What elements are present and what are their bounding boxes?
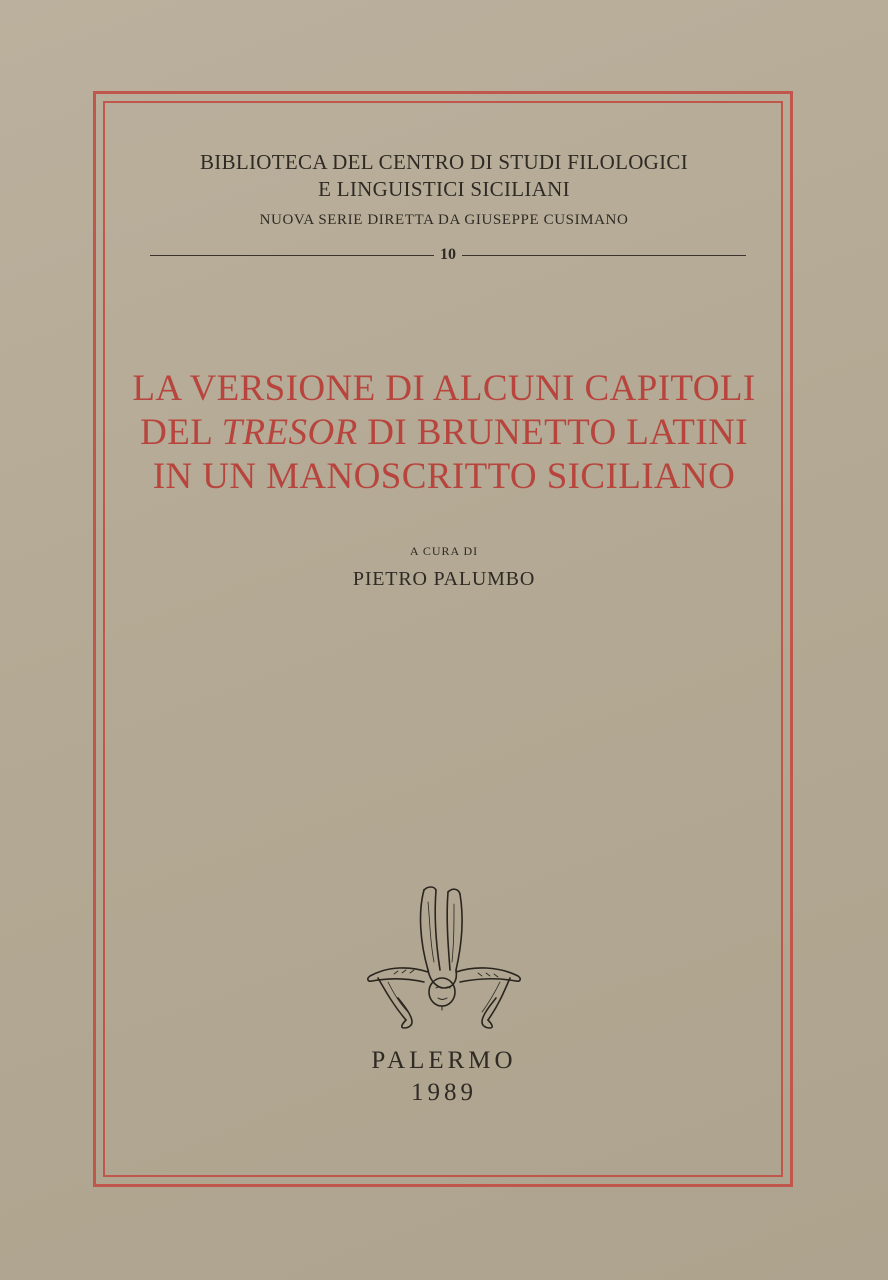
series-editor: NUOVA SERIE DIRETTA DA GIUSEPPE CUSIMANO bbox=[259, 212, 629, 228]
book-title-line-2-end: DI BRUNETTO LATINI bbox=[357, 412, 748, 453]
curator-label: A CURA DI bbox=[409, 544, 479, 558]
curator-name: PIETRO PALUMBO bbox=[352, 568, 536, 590]
series-number: 10 bbox=[440, 246, 456, 263]
book-title-line-2-start: DEL bbox=[140, 412, 222, 453]
book-title-line-2 bbox=[0, 411, 888, 454]
divider-left bbox=[150, 255, 434, 256]
divider-right bbox=[462, 255, 746, 256]
series-number-row bbox=[150, 244, 746, 266]
book-title-italic-work: TRESOR bbox=[221, 412, 358, 453]
series-title-line-1: BIBLIOTECA DEL CENTRO DI STUDI FILOLOGICI bbox=[199, 150, 689, 174]
imprint-year: 1989 bbox=[411, 1079, 477, 1106]
series-title-line-2: E LINGUISTICI SICILIANI bbox=[318, 177, 570, 201]
acrobat-emblem-icon bbox=[358, 882, 538, 1032]
book-title-line-1: LA VERSIONE DI ALCUNI CAPITOLI bbox=[132, 368, 756, 409]
book-title-line-3: IN UN MANOSCRITTO SICILIANO bbox=[152, 456, 736, 497]
imprint-place: PALERMO bbox=[371, 1047, 517, 1074]
